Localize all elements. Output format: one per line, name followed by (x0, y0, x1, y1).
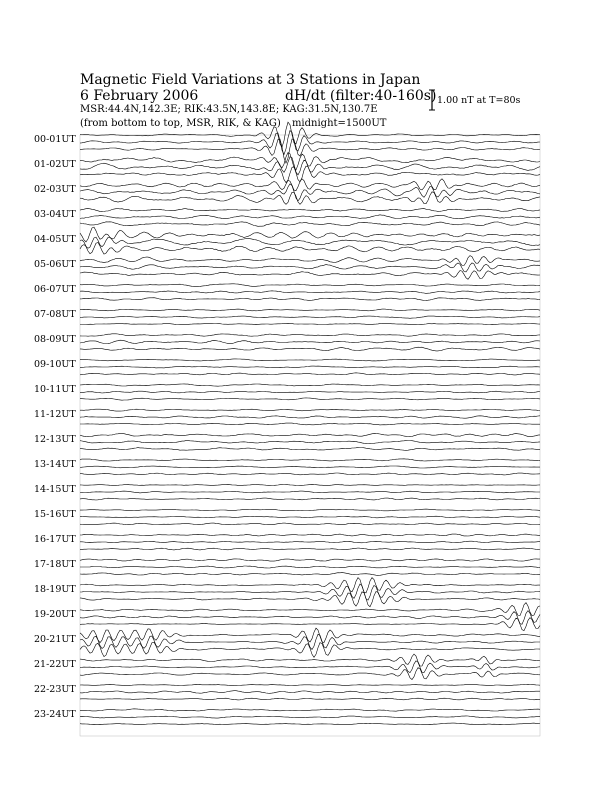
trace-line (80, 298, 540, 301)
row-label: 15-16UT (34, 509, 76, 520)
trace-line (80, 459, 540, 461)
station-coordinates: MSR:44.4N,142.3E; RIK:43.5N,143.8E; KAG:31.5N,130.7E (80, 104, 378, 115)
trace-line (80, 566, 540, 568)
trace-line (80, 409, 540, 411)
trace-line (80, 611, 540, 625)
trace-line (80, 433, 540, 436)
trace-line (80, 284, 540, 287)
trace-line (80, 661, 540, 673)
scale-bar (429, 90, 435, 110)
row-label: 13-14UT (34, 459, 76, 470)
trace-line (80, 523, 540, 525)
field-filter-text: dH/dt (filter:40-160s) (285, 88, 437, 104)
trace-line (80, 516, 540, 518)
trace-line (80, 709, 540, 711)
row-label: 22-23UT (34, 684, 76, 695)
row-label: 10-11UT (34, 384, 76, 395)
trace-line (80, 323, 540, 324)
trace-line (80, 153, 540, 170)
trace-line (80, 243, 540, 255)
chart-title: Magnetic Field Variations at 3 Stations in Japan (80, 72, 421, 88)
trace-line (80, 534, 540, 536)
trace-line (80, 423, 540, 425)
trace-line (80, 509, 540, 511)
trace-line (80, 473, 540, 475)
trace-line (80, 668, 540, 680)
row-label: 09-10UT (34, 359, 76, 370)
trace-line (80, 192, 540, 204)
row-label: 01-02UT (34, 159, 76, 170)
trace-line (80, 398, 540, 400)
trace-line (80, 222, 540, 227)
row-label: 21-22UT (34, 659, 76, 670)
trace-line (80, 723, 540, 725)
trace-line (80, 628, 540, 643)
row-label: 08-09UT (34, 334, 76, 345)
trace-line (80, 271, 540, 280)
trace-line (80, 215, 540, 219)
trace-line (80, 309, 540, 311)
trace-line (80, 642, 540, 657)
trace-line (80, 691, 540, 694)
trace-line (80, 391, 540, 393)
trace-line (80, 131, 540, 155)
order-note: (from bottom to top, MSR, RIK, & KAG) (80, 118, 281, 129)
trace-line (80, 684, 540, 685)
row-label: 14-15UT (34, 484, 76, 495)
midnight-note: midnight=1500UT (291, 118, 387, 129)
trace-line (80, 698, 540, 700)
trace-line (80, 548, 540, 550)
row-label: 02-03UT (34, 184, 76, 195)
trace-line (80, 416, 540, 418)
trace-line (80, 447, 540, 450)
row-label: 06-07UT (34, 284, 76, 295)
trace-line (80, 498, 540, 500)
row-label: 19-20UT (34, 609, 76, 620)
trace-line (80, 237, 540, 248)
trace-line (80, 573, 540, 576)
trace-line (80, 384, 540, 386)
trace-line (80, 347, 540, 351)
trace-line (80, 334, 540, 336)
trace-line (80, 559, 540, 561)
trace-line (80, 366, 540, 368)
row-label: 11-12UT (34, 409, 76, 420)
row-label: 07-08UT (34, 309, 76, 320)
trace-line (80, 618, 540, 631)
row-label: 20-21UT (34, 634, 76, 645)
row-label: 03-04UT (34, 209, 76, 220)
trace-line (80, 603, 540, 616)
trace-line (80, 316, 540, 318)
trace-line (80, 166, 540, 183)
row-label: 05-06UT (34, 259, 76, 270)
trace-line (80, 359, 540, 361)
trace-line (80, 373, 540, 375)
trace-lines (80, 122, 540, 724)
trace-line (80, 466, 540, 468)
trace-line (80, 592, 540, 607)
trace-line (80, 340, 540, 343)
trace-line (80, 716, 540, 718)
row-label: 12-13UT (34, 434, 76, 445)
row-label: 23-24UT (34, 709, 76, 720)
row-labels (34, 134, 76, 720)
trace-line (80, 584, 540, 600)
trace-line (80, 263, 540, 272)
trace-line (80, 227, 540, 242)
row-label: 04-05UT (34, 234, 76, 245)
trace-line (80, 578, 540, 593)
trace-line (80, 541, 540, 543)
trace-line (80, 491, 540, 493)
trace-line (80, 291, 540, 294)
date-text: 6 February 2006 (80, 88, 199, 104)
scale-bar-label: 1.00 nT at T=80s (437, 95, 521, 106)
trace-line (80, 654, 540, 666)
row-label: 16-17UT (34, 534, 76, 545)
trace-line (80, 209, 540, 212)
trace-line (80, 484, 540, 485)
trace-line (80, 179, 540, 191)
row-label: 18-19UT (34, 584, 76, 595)
trace-line (80, 441, 540, 444)
trace-line (80, 139, 540, 163)
row-label: 17-18UT (34, 559, 76, 570)
row-label: 00-01UT (34, 134, 76, 145)
